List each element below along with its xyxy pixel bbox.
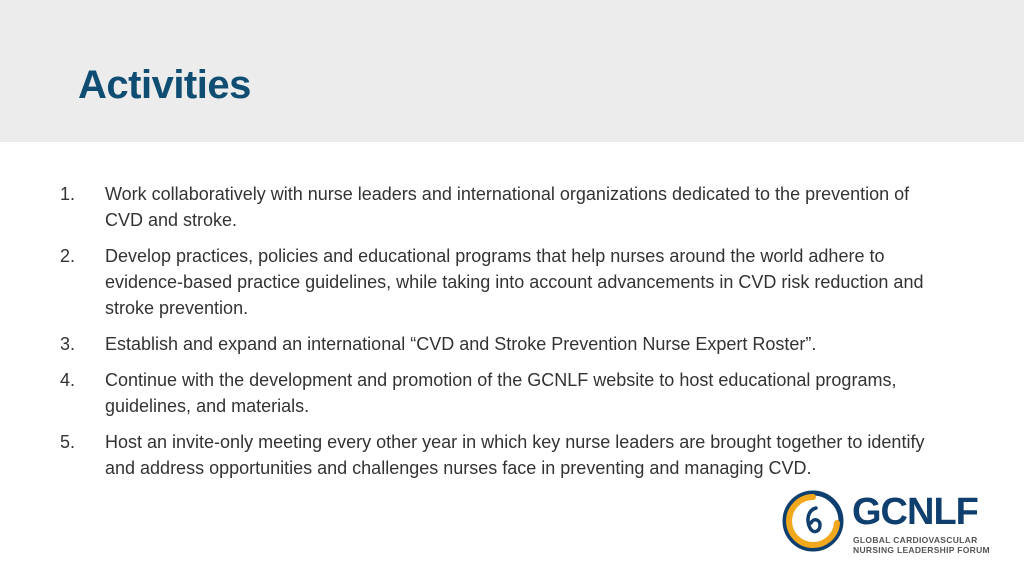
list-item-number: 5.: [60, 432, 76, 452]
list-item-number: 3.: [60, 334, 76, 354]
list-item: [60, 367, 950, 419]
list-item-text: Develop practices, policies and educational programs that help nurses around the world adhere to evidence-based practice guidelines, while taking into account advancements in CVD risk reduction and stroke prevention.: [105, 246, 924, 318]
logo-tagline-line-2: NURSING LEADERSHIP FORUM: [853, 545, 990, 555]
list-item: [60, 243, 950, 321]
list-item: [60, 331, 950, 357]
list-item: [60, 429, 950, 481]
list-item-text: Work collaboratively with nurse leaders and international organizations dedicated to the prevention of CVD and stroke.: [105, 184, 910, 230]
activity-list: [60, 181, 950, 491]
list-item-text: Establish and expand an international “CVD and Stroke Prevention Nurse Expert Roster”.: [105, 334, 817, 354]
list-item-number: 4.: [60, 370, 76, 390]
list-item-number: 2.: [60, 246, 76, 266]
slide-title: Activities: [78, 63, 251, 107]
list-item-text: Host an invite-only meeting every other year in which key nurse leaders are brought together to identify and address opportunities and challenges nurses face in preventing and managing CVD.: [105, 432, 925, 478]
logo-wordmark: GCNLF: [852, 491, 978, 533]
logo-tagline-line-1: GLOBAL CARDIOVASCULAR: [853, 535, 978, 545]
gcnlf-logo-mark-icon: [782, 490, 844, 552]
list-item-text: Continue with the development and promotion of the GCNLF website to host educational programs, guidelines, and materials.: [105, 370, 897, 416]
list-item: [60, 181, 950, 233]
list-item-number: 1.: [60, 184, 76, 204]
gcnlf-logo: [782, 490, 1002, 556]
